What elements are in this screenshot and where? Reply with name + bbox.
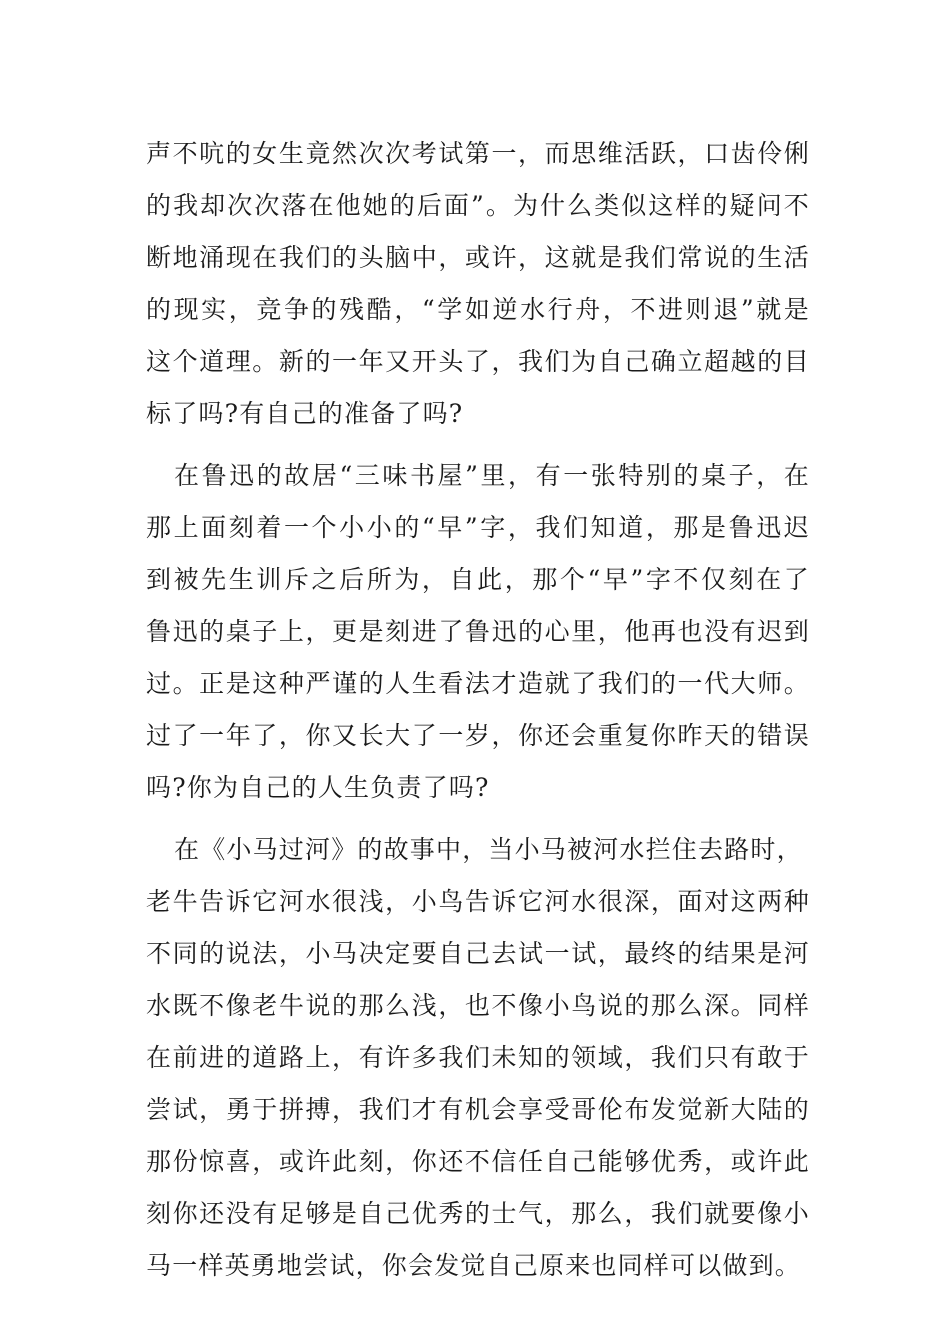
paragraph-3-line-4: 水既不像老牛说的那么浅，也不像小鸟说的那么深。同样: [146, 991, 810, 1020]
paragraph-1-line-5: 这个道理。新的一年又开头了，我们为自己确立超越的目: [146, 347, 810, 376]
paragraph-2-line-6: 过了一年了，你又长大了一岁，你还会重复你昨天的错误: [146, 721, 810, 750]
paragraph-3-line-1: 在《小马过河》的故事中，当小马被河水拦住去路时，: [174, 835, 803, 864]
document-body: [146, 128, 810, 1292]
paragraph-1-line-4: 的现实，竞争的残酷，“学如逆水行舟，不进则退”就是: [146, 295, 810, 324]
paragraph-2-line-7: 吗?你为自己的人生负责了吗?: [146, 773, 490, 802]
paragraph-3-line-3: 不同的说法，小马决定要自己去试一试，最终的结果是河: [146, 939, 810, 968]
paragraph-3-line-2: 老牛告诉它河水很浅，小鸟告诉它河水很深，面对这两种: [146, 887, 810, 916]
paragraph-2-line-3: 到被先生训斥之后所为，自此，那个“早”字不仅刻在了: [146, 565, 810, 594]
paragraph-1-line-2: 的我却次次落在他她的后面”。为什么类似这样的疑问不: [146, 191, 810, 220]
paragraph-3-line-6: 尝试，勇于拼搏，我们才有机会享受哥伦布发觉新大陆的: [146, 1095, 810, 1124]
paragraph-2-line-5: 过。正是这种严谨的人生看法才造就了我们的一代大师。: [146, 669, 810, 698]
paragraph-3-line-8: 刻你还没有足够是自己优秀的士气，那么，我们就要像小: [146, 1199, 810, 1228]
paragraph-1-line-1: 声不吭的女生竟然次次考试第一，而思维活跃，口齿伶俐: [146, 139, 810, 168]
paragraph-1-line-6: 标了吗?有自己的准备了吗?: [146, 399, 464, 428]
paragraph-2-line-4: 鲁迅的桌子上，更是刻进了鲁迅的心里，他再也没有迟到: [146, 617, 810, 646]
paragraph-3-line-7: 那份惊喜，或许此刻，你还不信任自己能够优秀，或许此: [146, 1147, 810, 1176]
paragraph-3-line-5: 在前进的道路上，有许多我们未知的领域，我们只有敢于: [146, 1043, 810, 1072]
paragraph-2-line-2: 那上面刻着一个小小的“早”字，我们知道，那是鲁迅迟: [146, 513, 810, 542]
paragraph-2-line-1: 在鲁迅的故居“三味书屋”里，有一张特别的桌子，在: [174, 461, 810, 490]
paragraph-1-line-3: 断地涌现在我们的头脑中，或许，这就是我们常说的生活: [146, 243, 810, 272]
paragraph-3-line-9: 马一样英勇地尝试，你会发觉自己原来也同样可以做到。: [146, 1251, 802, 1280]
